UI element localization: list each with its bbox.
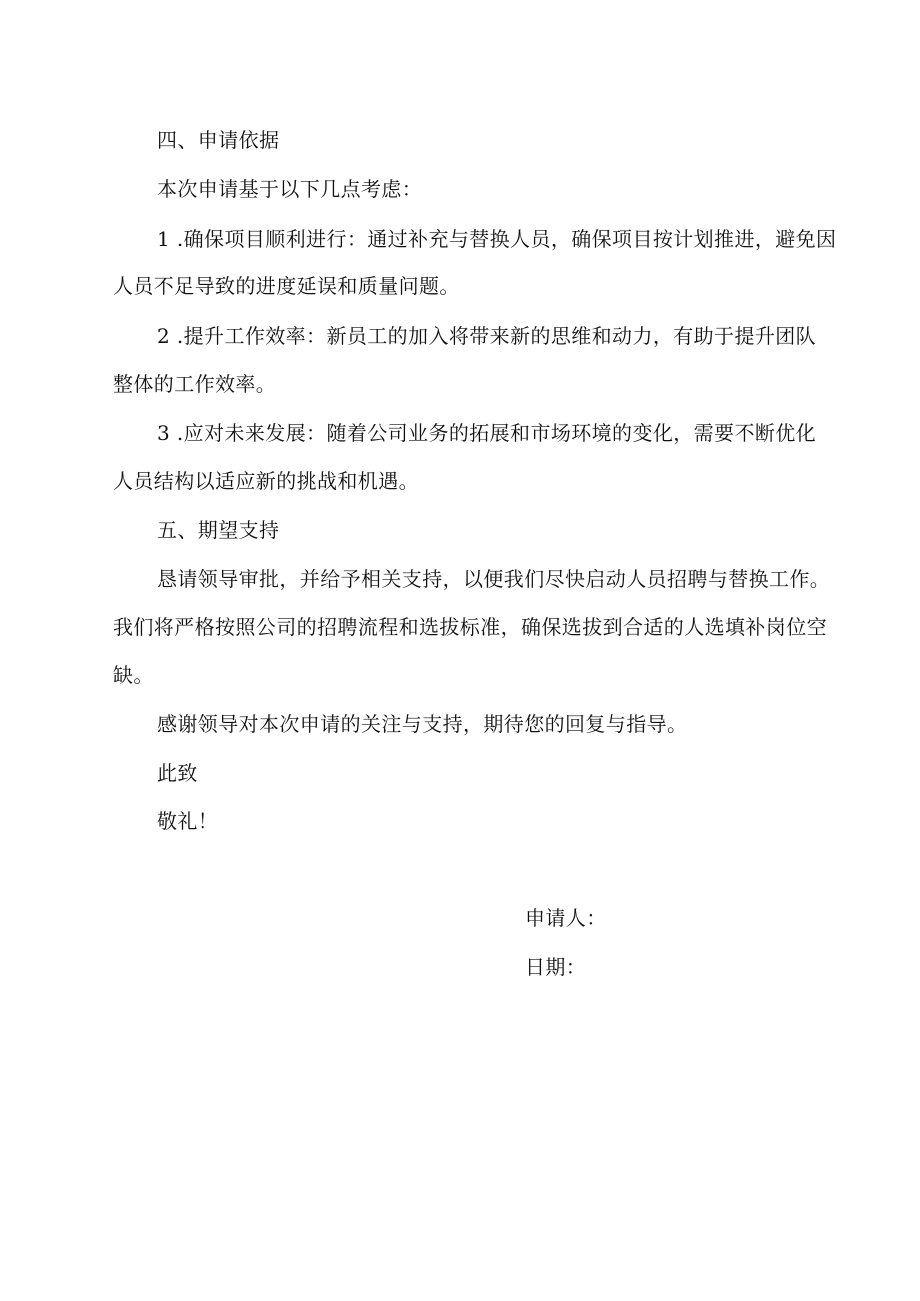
support-paragraph-line-three: 缺。 [113, 663, 154, 687]
support-paragraph-line-one: 恳请领导审批，并给予相关支持，以便我们尽快启动人员招聘与替换工作。 [157, 567, 831, 591]
item-three-line-one: 3 .应对未来发展：随着公司业务的拓展和市场环境的变化，需要不断优化 [157, 421, 817, 445]
item-three-line-two: 人员结构以适应新的挑战和机遇。 [113, 469, 419, 493]
applicant-label: 申请人： [525, 906, 607, 930]
section-four-heading: 四、申请依据 [157, 128, 280, 152]
section-four-intro: 本次申请基于以下几点考虑： [157, 177, 423, 201]
item-two-line-one: 2 .提升工作效率：新员工的加入将带来新的思维和动力，有助于提升团队 [157, 324, 817, 348]
closing-line-one: 此致 [157, 761, 198, 785]
date-label: 日期： [525, 955, 587, 979]
thanks-paragraph: 感谢领导对本次申请的关注与支持，期待您的回复与指导。 [157, 712, 688, 736]
closing-line-two: 敬礼！ [157, 809, 219, 833]
section-five-heading: 五、期望支持 [157, 518, 280, 542]
item-two-line-two: 整体的工作效率。 [113, 372, 277, 396]
support-paragraph-line-two: 我们将严格按照公司的招聘流程和选拔标准，确保选拔到合适的人选填补岗位空 [113, 615, 827, 639]
item-one-line-two: 人员不足导致的进度延误和质量问题。 [113, 274, 460, 298]
item-one-line-one: 1 .确保项目顺利进行：通过补充与替换人员，确保项目按计划推进，避免因 [157, 227, 837, 251]
